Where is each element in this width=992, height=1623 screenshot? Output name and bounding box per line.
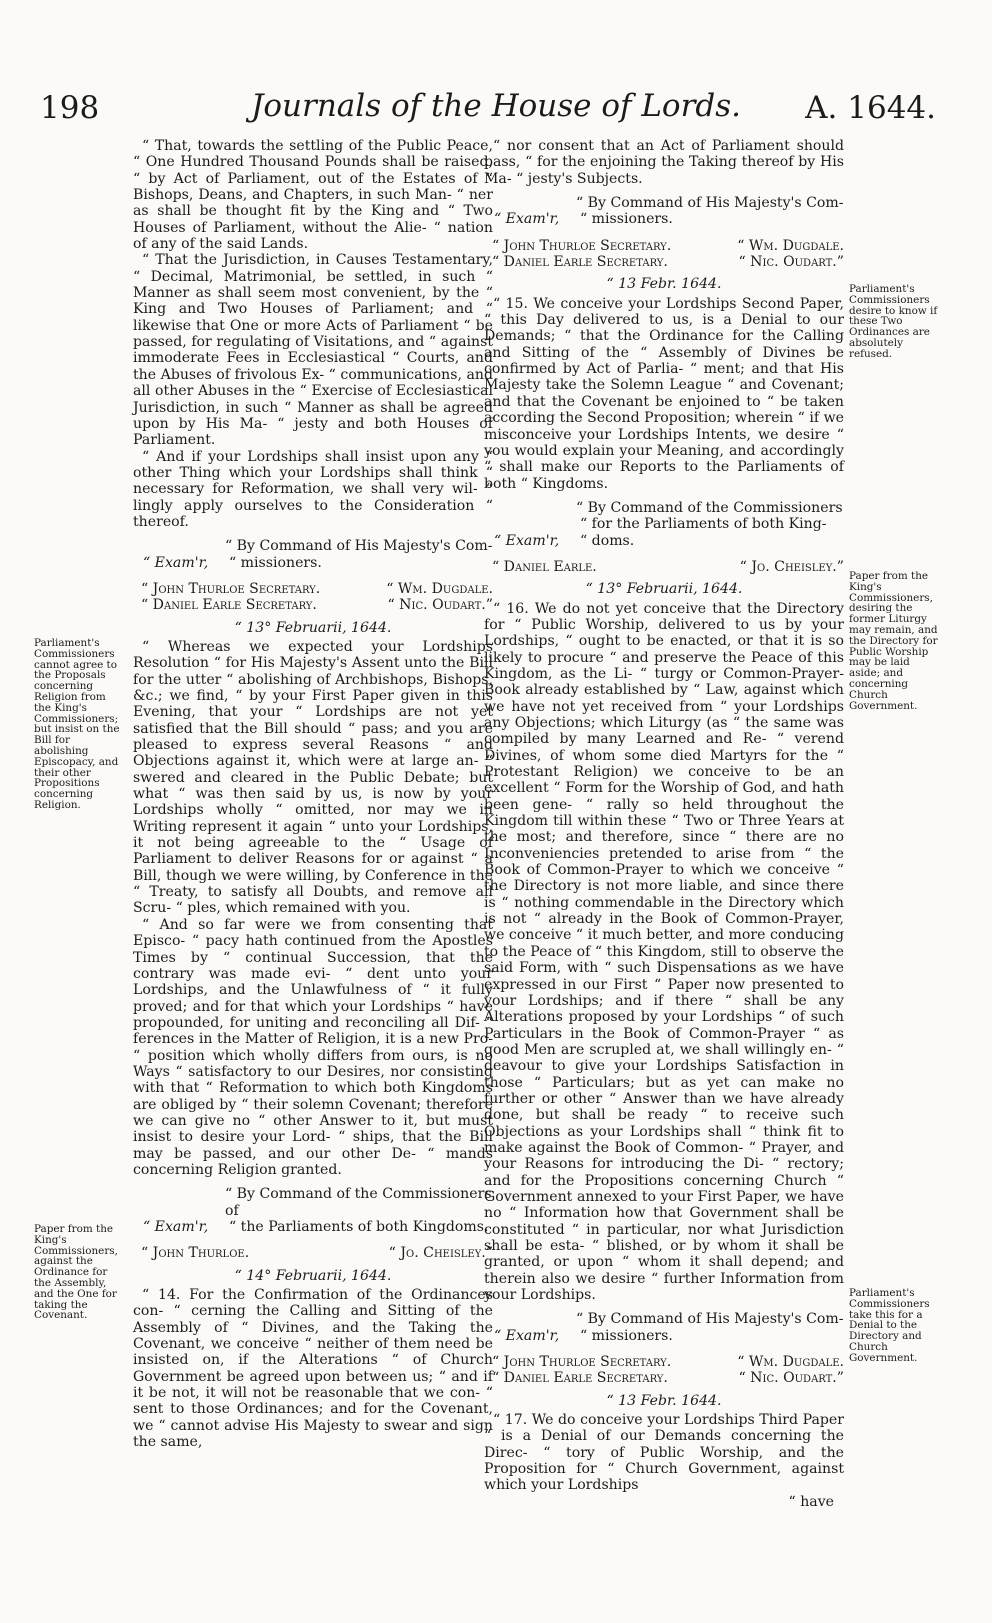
signatures [484,1354,844,1387]
signatures [484,559,844,575]
examiner-label: “ Exam'r, [143,1219,209,1235]
signature: “ Daniel Earle Secretary. [492,1370,668,1387]
signature: “ Nic. Oudart.” [738,254,844,271]
signature: “ Jo. Cheisley.” [388,1245,493,1262]
signature: “ John Thurloe Secretary. [492,1354,672,1371]
command-line: “ By Command of His Majesty's Com- [576,1311,844,1328]
command-block [484,1311,844,1344]
signature: “ Jo. Cheisley.” [739,558,844,575]
margin-note-right-3: Parliament's Commissioners take this for a Denial to the Directory and Church Government. [849,1287,930,1364]
signature: “ Daniel Earle. [492,558,597,575]
command-block [484,500,844,549]
command-line: “ the Parliaments of both Kingdoms. [229,1219,489,1235]
command-block [484,195,844,228]
paragraph: “ 14. For the Confirmation of the Ordinances con- “ cerning the Calling and Sitting of the Assembly of “ Divines, and the Taking the Covenant, we conceive “ neither of them need be insisted on, if the Alterations “ of Church Government be agreed upon between us; “ and if it be not, it will not be reasonable that we con- “ sent to those Ordinances; and for the Covenant, we “ cannot advise His Majesty to swear and sign the same, [133,1287,493,1451]
examiner-label [484,516,580,532]
date-heading: “ 14° Februarii, 1644. [234,1267,392,1284]
command-line: “ for the Parliaments of both King- [580,516,827,533]
right-column [484,138,844,1510]
command-line: “ missioners. [580,1327,673,1344]
signatures [133,581,493,614]
command-line: “ By Command of His Majesty's Com- [225,538,493,555]
date-heading: “ 13 Febr. 1644. [606,276,722,293]
paragraph: “ 16. We do not yet conceive that the Directory for “ Public Worship, delivered to us by your Lordships, “ ought to be enacted, or that it is so likely to procure “ and preserve the Peace of this Kingdom, as the Li- “ turgy or Common-Prayer-Book already established by “ Law, against which we have not yet received from “ your Lordships any Objections; which Liturgy (as “ the same was compiled by many Learned and Re- “ verend Divines, of whom some died Martyrs for the “ Protestant Religion) we conceive to be an excellent “ Form for the Worship of God, and hath been gene- “ rally so held throughout the Kingdom till within these “ Two or Three Years at the most; and therefore, since “ there are no Inconveniencies pretended to arise from “ the Book of Common-Prayer to which we conceive “ the Directory is not more liable, and since there is “ nothing commendable in the Directory which is not “ already in the Book of Common-Prayer, we conceive “ it much better, and more conducing to the Peace of “ this Kingdom, still to observe the said Form, with “ such Dispensations as we have expressed in our First “ Paper now presented to your Lordships; and if there “ shall be any Alterations proposed by your Lordships “ of such Particulars in the Book of Common-Prayer “ as good Men are scrupled at, we shall willingly en- “ deavour to give your Lordships Satisfaction in those “ Particulars; but as yet can make no further or other “ Answer than we have already done, but shall be ready “ to receive such Objections as your Lordships shall “ think fit to make against the Book of Common- “ Prayer, and your Reasons for introducing the Di- “ rectory; and for the Propositions concerning Church “ Government annexed to your First Paper, we have no “ Information how that Government shall be constituted “ in particular, nor what Jurisdiction shall be esta- “ blished, or by whom it shall be granted, or upon “ whom it shall depend; and therein also we desire “ further Information from your Lordships. [484,600,844,1304]
command-line: “ By Command of the Commissioners of [225,1186,492,1219]
examiner-label: “ Exam'r, [494,532,560,549]
examiner-label: “ Exam'r, [494,1327,560,1344]
page-number: 198 [40,90,100,126]
date-heading: “ 13 Febr. 1644. [606,1392,722,1409]
paragraph: “ That the Jurisdiction, in Causes Testamentary, “ Decimal, Matrimonial, be settled, in such “ Manner as shall seem most convenient, by the “ King and Two Houses of Parliament; and “ likewise that One or more Acts of Parliament “ be passed, for regulating of Visitations, and “ against immoderate Fees in Ecclesiastical “ Courts, and the Abuses of frivolous Ex- “ communications, and all other Abuses in the “ Exercise of Ecclesiastical Jurisdiction, in such “ Manner as shall be agreed upon by His Ma- “ jesty and both Houses of Parliament. [133,252,493,449]
left-column [133,138,493,1450]
signatures [484,238,844,271]
command-line: “ By Command of His Majesty's Com- [576,195,844,212]
command-line: “ missioners. [229,554,322,571]
running-title: Journals of the House of Lords. [250,88,742,124]
page-header [0,84,992,134]
signature: “ Wm. Dugdale. [386,580,493,597]
command-block [133,1186,493,1235]
paragraph: “ And if your Lordships shall insist upon any “ other Thing which your Lordships shall think “ necessary for Reformation, we shall very wil- “ lingly apply ourselves to the Consideration “ thereof. [133,448,493,530]
signatures [133,1245,493,1261]
signature: “ Daniel Earle Secretary. [141,597,317,614]
paragraph: “ Whereas we expected your Lordships Resolution “ for His Majesty's Assent unto the Bill for the utter “ abolishing of Archbishops, Bishops, &c.; we find, “ by your First Paper given in this Evening, that your “ Lordships are not yet satisfied that the Bill should “ pass; and you are pleased to express several Reasons “ and Objections against it, which were at large an- “ swered and cleared in the Public Debate; but what “ was then said by us, is now by your Lordships wholly “ omitted, nor may we in Writing represent it again “ unto your Lordships, it not being agreeable to the “ Usage of Parliament to deliver Reasons for or against “ a Bill, though we were willing, by Conference in the “ Treaty, to satisfy all Doubts, and remove all Scru- “ ples, which remained with you. [133,638,493,917]
command-line: “ doms. [580,532,635,549]
paragraph: “ 17. We do conceive your Lordships Third Paper “ is a Denial of our Demands concerning the Direc- “ tory of Public Worship, and the Proposition for “ Church Government, against which your Lordships [484,1412,844,1494]
command-line: “ missioners. [580,211,673,228]
year-heading: A. 1644. [805,90,936,126]
signature: “ Wm. Dugdale. [737,1354,844,1371]
command-line: “ By Command of the Commissioners [576,499,843,516]
paragraph: “ 15. We conceive your Lordships Second Paper, “ this Day delivered to us, is a Denial to our Demands; “ that the Ordinance for the Calling and Sitting of the “ Assembly of Divines be confirmed by Act of Parlia- “ ment; and that His Majesty take the Solemn League “ and Covenant; and that the Covenant be enjoined to “ be taken according the Second Proposition; wherein “ if we misconceive your Lordships Intents, we desire “ you would explain your Meaning, and accordingly “ shall make our Reports to the Parliaments of both “ Kingdoms. [484,295,844,492]
catchword: “ have [788,1493,834,1510]
signature: “ John Thurloe. [141,1245,250,1262]
signature: “ Daniel Earle Secretary. [492,254,668,271]
signature: “ Nic. Oudart.” [387,597,493,614]
date-heading: “ 13° Februarii, 1644. [585,581,743,598]
signature: “ John Thurloe Secretary. [141,580,321,597]
command-block [133,538,493,571]
margin-note-left-1: Parliament's Commissioners cannot agree to the Proposals concerning Religion from the King's Commissioners; but insist on the Bill for abolishing Episcopacy, and their other Propositions concerning Religion. [34,637,120,811]
date-heading: “ 13° Februarii, 1644. [234,619,392,636]
margin-note-left-2: Paper from the King's Commissioners, against the Ordinance for the Assembly, and the One for taking the Covenant. [34,1223,118,1322]
margin-note-right-1: Parliament's Commissioners desire to know if these Two Ordinances are absolutely refused. [849,283,938,360]
examiner-label: “ Exam'r, [494,211,560,228]
signature: “ Wm. Dugdale. [737,237,844,254]
examiner-label: “ Exam'r, [143,554,209,571]
paragraph: “ nor consent that an Act of Parliament should pass, “ for the enjoining the Taking thereof by His Ma- “ jesty's Subjects. [484,138,844,187]
signature: “ Nic. Oudart.” [738,1370,844,1387]
signature: “ John Thurloe Secretary. [492,237,672,254]
paragraph: “ That, towards the settling of the Public Peace, “ One Hundred Thousand Pounds shall be raised, “ by Act of Parliament, out of the Estates of “ Bishops, Deans, and Chapters, in such Man- “ ner as shall be thought fit by the King and “ Two Houses of Parliament, without the Alie- “ nation of any of the said Lands. [133,138,493,253]
paragraph: “ And so far were we from consenting that Episco- “ pacy hath continued from the Apostles Times by “ continual Succession, that the contrary was made evi- “ dent unto your Lordships, and the Unlawfulness of “ it fully proved; and for that which your Lordships “ have propounded, for uniting and reconciling all Dif- “ ferences in the Matter of Religion, it is a new Pro- “ position which wholly differs from ours, is no Ways “ satisfactory to our Desires, nor consisting with that “ Reformation to which both Kingdoms are obliged by “ their solemn Covenant; therefore we can give no “ other Answer to it, but must insist to desire your Lord- “ ships, that the Bill may be passed, and our other De- “ mands concerning Religion granted. [133,916,493,1178]
margin-note-right-2: Paper from the King's Commissioners, desiring the former Liturgy may remain, and the Directory for Public Worship may be laid aside; and concerning Church Government. [849,570,938,712]
